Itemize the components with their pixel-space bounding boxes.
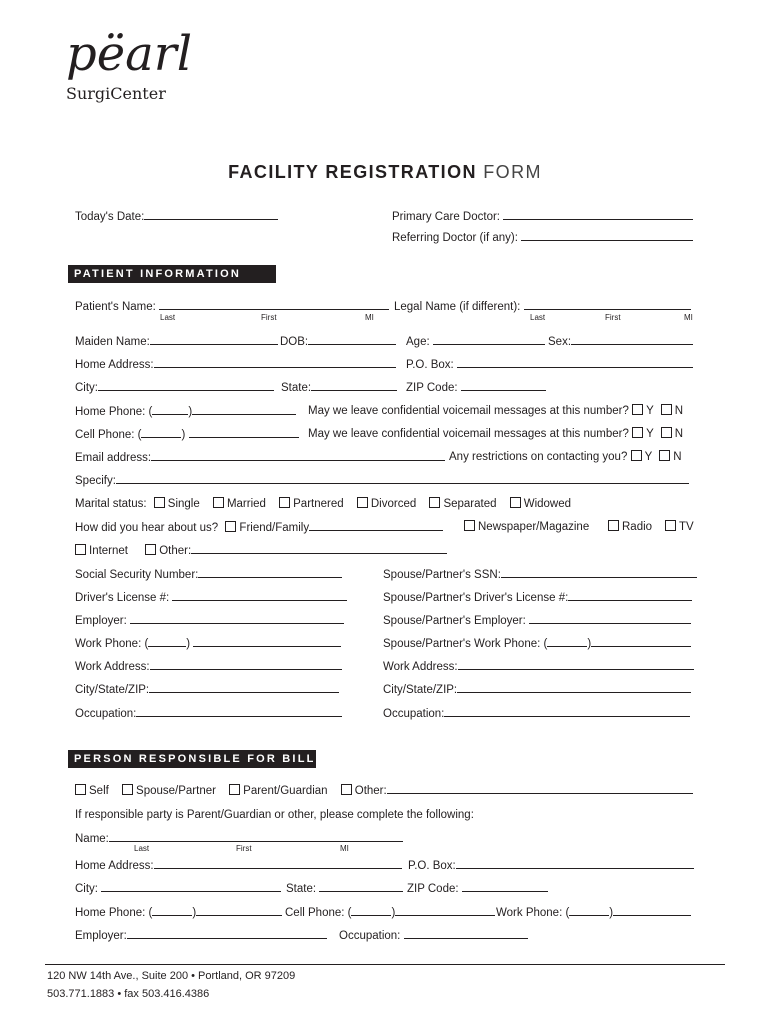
bill-city-label: City: — [75, 883, 98, 895]
other-label: Other: — [159, 545, 192, 557]
cell-voicemail-no-checkbox[interactable] — [661, 427, 672, 438]
maiden-name-label: Maiden Name: — [75, 336, 150, 348]
tv-option — [665, 520, 694, 533]
cell-voicemail-label: May we leave confidential voicemail messages at this number? — [308, 428, 629, 440]
partnered-label: Partnered — [293, 498, 344, 510]
single-checkbox[interactable] — [154, 497, 165, 508]
email-field[interactable] — [75, 450, 445, 464]
no-label: N — [673, 451, 682, 463]
newspaper-label: Newspaper/Magazine — [478, 521, 590, 533]
specify-label: Specify: — [75, 475, 116, 487]
cell-voicemail-yes-checkbox[interactable] — [632, 427, 643, 438]
referring-doctor-label: Referring Doctor (if any): — [392, 232, 518, 244]
occupation-label: Occupation: — [75, 708, 137, 720]
yes-label: Y — [646, 428, 654, 440]
cell-phone-field[interactable]: Cell Phone: ( ) — [75, 427, 299, 441]
bill-work-phone-field[interactable]: Work Phone: ( ) — [496, 905, 691, 919]
zip-label: ZIP Code: — [406, 382, 458, 394]
home-address-field[interactable] — [75, 357, 396, 371]
restrictions-label: Any restrictions on contacting you? — [449, 451, 628, 463]
bill-home-phone-label: Home Phone: ( — [75, 907, 153, 919]
bill-sub-mi: MI — [340, 844, 349, 853]
bill-employer-label: Employer: — [75, 930, 127, 942]
po-box-field[interactable] — [406, 357, 693, 371]
spouse-work-phone-label: Spouse/Partner's Work Phone: ( — [383, 638, 548, 650]
home-voicemail-yes-checkbox[interactable] — [632, 404, 643, 415]
self-label: Self — [89, 785, 109, 797]
self-checkbox[interactable] — [75, 784, 86, 795]
spouse-occupation-field[interactable] — [383, 706, 690, 720]
internet-checkbox[interactable] — [75, 544, 86, 555]
bill-po-box-label: P.O. Box: — [408, 860, 456, 872]
spouse-work-phone-field[interactable]: Spouse/Partner's Work Phone: ( ) — [383, 636, 691, 650]
logo-tagline: SurgiCenter — [66, 84, 166, 103]
ssn-field[interactable] — [75, 567, 342, 581]
radio-option — [608, 520, 652, 533]
drivers-license-label: Driver's License #: — [75, 592, 170, 604]
bill-zip-label: ZIP Code: — [407, 883, 459, 895]
internet-label: Internet — [89, 545, 128, 557]
legal-sub-mi: MI — [684, 313, 693, 322]
restrictions-question — [449, 450, 682, 463]
sex-field[interactable] — [548, 334, 693, 348]
bill-occupation-field[interactable] — [339, 928, 528, 942]
maiden-name-field[interactable] — [75, 334, 278, 348]
bill-home-address-field[interactable] — [75, 858, 402, 872]
email-label: Email address: — [75, 452, 152, 464]
city-state-zip-field[interactable] — [75, 682, 339, 696]
no-label: N — [674, 405, 684, 417]
footer-phone: 503.771.1883 • fax 503.416.4386 — [47, 988, 210, 1000]
specify-field[interactable] — [75, 473, 689, 487]
hear-about-label: How did you hear about us? — [75, 522, 219, 534]
primary-care-label: Primary Care Doctor: — [392, 211, 500, 223]
drivers-license-field[interactable] — [75, 590, 347, 604]
referring-doctor-field[interactable] — [392, 230, 693, 244]
tv-checkbox[interactable] — [665, 520, 676, 531]
spouse-ssn-label: Spouse/Partner's SSN: — [383, 569, 501, 581]
spouse-partner-checkbox[interactable] — [122, 784, 133, 795]
employer-field[interactable] — [75, 613, 344, 627]
sub-last: Last — [160, 313, 176, 322]
bill-home-address-label: Home Address: — [75, 860, 154, 872]
dob-label: DOB: — [280, 336, 309, 348]
form-title — [0, 162, 770, 183]
city-state-zip-label: City/State/ZIP: — [75, 684, 150, 696]
spouse-employer-label: Spouse/Partner's Employer: — [383, 615, 526, 627]
work-address-label: Work Address: — [75, 661, 150, 673]
married-label: Married — [226, 498, 266, 510]
restrictions-no-checkbox[interactable] — [659, 450, 670, 461]
bill-other-label: Other: — [354, 785, 387, 797]
marital-status-group — [75, 497, 571, 510]
cell-phone-label: Cell Phone: ( — [75, 429, 142, 441]
po-box-label: P.O. Box: — [406, 359, 454, 371]
bill-employer-field[interactable] — [75, 928, 327, 942]
divorced-checkbox[interactable] — [357, 497, 368, 508]
responsible-party-header: PERSON RESPONSIBLE FOR BILL — [68, 750, 316, 768]
newspaper-option — [464, 520, 589, 533]
hear-about-group — [75, 520, 443, 534]
radio-label: Radio — [622, 521, 653, 533]
responsible-instruction: If responsible party is Parent/Guardian or other, please complete the following: — [75, 809, 474, 821]
tv-label: TV — [679, 521, 694, 533]
work-phone-label: Work Phone: ( — [75, 638, 149, 650]
sex-label: Sex: — [548, 336, 572, 348]
ssn-label: Social Security Number: — [75, 569, 199, 581]
home-voicemail-question — [308, 404, 683, 417]
bill-cell-phone-field[interactable]: Cell Phone: ( ) — [285, 905, 495, 919]
bill-state-label: State: — [286, 883, 317, 895]
no-label: N — [674, 428, 684, 440]
todays-date-field[interactable] — [75, 209, 278, 223]
spouse-employer-field[interactable] — [383, 613, 691, 627]
home-address-label: Home Address: — [75, 359, 154, 371]
spouse-work-address-label: Work Address: — [383, 661, 458, 673]
bill-other-checkbox[interactable] — [341, 784, 352, 795]
spouse-drivers-license-field[interactable] — [383, 590, 692, 604]
cell-voicemail-question — [308, 427, 683, 440]
legal-name-field[interactable] — [394, 299, 691, 313]
bill-name-label: Name: — [75, 833, 109, 845]
bill-po-box-field[interactable] — [408, 858, 694, 872]
sub-mi: MI — [365, 313, 374, 322]
widowed-label: Widowed — [523, 498, 572, 510]
restrictions-yes-checkbox[interactable] — [631, 450, 642, 461]
married-checkbox[interactable] — [213, 497, 224, 508]
dob-field[interactable] — [280, 334, 396, 348]
bill-work-phone-label: Work Phone: ( — [496, 907, 570, 919]
bill-city-field[interactable] — [75, 881, 281, 895]
legal-sub-first: First — [605, 313, 621, 322]
patient-name-field[interactable] — [75, 299, 389, 313]
spouse-partner-label: Spouse/Partner — [136, 785, 216, 797]
bill-occupation-label: Occupation: — [339, 930, 401, 942]
home-voicemail-no-checkbox[interactable] — [661, 404, 672, 415]
age-label: Age: — [406, 336, 430, 348]
other-checkbox[interactable] — [145, 544, 156, 555]
home-phone-label: Home Phone: ( — [75, 406, 153, 418]
bill-sub-first: First — [236, 844, 252, 853]
footer-address: 120 NW 14th Ave., Suite 200 • Portland, OR 97209 — [47, 970, 296, 982]
state-label: State: — [281, 382, 312, 394]
logo-wordmark: pëarl — [66, 26, 193, 82]
city-label: City: — [75, 382, 98, 394]
friend-family-checkbox[interactable] — [225, 521, 236, 532]
work-address-field[interactable] — [75, 659, 342, 673]
parent-guardian-label: Parent/Guardian — [243, 785, 328, 797]
partnered-checkbox[interactable] — [279, 497, 290, 508]
spouse-drivers-license-label: Spouse/Partner's Driver's License #: — [383, 592, 569, 604]
footer-divider — [45, 964, 725, 965]
state-field[interactable] — [281, 380, 397, 394]
home-voicemail-label: May we leave confidential voicemail messages at this number? — [308, 405, 629, 417]
separated-label: Separated — [443, 498, 497, 510]
bill-cell-phone-label: Cell Phone: ( — [285, 907, 352, 919]
form-title-bold: FACILITY REGISTRATION — [228, 162, 477, 182]
form-title-light: FORM — [483, 162, 542, 182]
spouse-work-address-field[interactable] — [383, 659, 694, 673]
employer-label: Employer: — [75, 615, 127, 627]
sub-first: First — [261, 313, 277, 322]
yes-label: Y — [644, 451, 653, 463]
legal-name-label: Legal Name (if different): — [394, 301, 521, 313]
age-field[interactable] — [406, 334, 545, 348]
newspaper-checkbox[interactable] — [464, 520, 475, 531]
spouse-city-state-zip-field[interactable] — [383, 682, 691, 696]
bill-home-phone-field[interactable]: Home Phone: ( ) — [75, 905, 282, 919]
widowed-checkbox[interactable] — [510, 497, 521, 508]
home-phone-field[interactable]: Home Phone: ( ) — [75, 404, 296, 418]
friend-family-label: Friend/Family — [239, 522, 310, 534]
internet-other-group — [75, 543, 447, 557]
spouse-occupation-label: Occupation: — [383, 708, 445, 720]
city-field[interactable] — [75, 380, 274, 394]
bill-state-field[interactable] — [286, 881, 403, 895]
legal-sub-last: Last — [530, 313, 546, 322]
work-phone-field[interactable]: Work Phone: ( ) — [75, 636, 341, 650]
separated-checkbox[interactable] — [429, 497, 440, 508]
patient-name-label: Patient's Name: — [75, 301, 156, 313]
spouse-city-state-zip-label: City/State/ZIP: — [383, 684, 458, 696]
primary-care-field[interactable] — [392, 209, 693, 223]
bill-name-field[interactable] — [75, 831, 403, 845]
marital-status-label: Marital status: — [75, 498, 147, 510]
patient-information-header: PATIENT INFORMATION — [68, 265, 276, 283]
bill-sub-last: Last — [134, 844, 150, 853]
responsible-party-options — [75, 783, 693, 797]
radio-checkbox[interactable] — [608, 520, 619, 531]
bill-zip-field[interactable] — [407, 881, 548, 895]
spouse-ssn-field[interactable] — [383, 567, 697, 581]
parent-guardian-checkbox[interactable] — [229, 784, 240, 795]
zip-field[interactable] — [406, 380, 546, 394]
divorced-label: Divorced — [370, 498, 417, 510]
todays-date-label: Today's Date: — [75, 211, 145, 223]
occupation-field[interactable] — [75, 706, 342, 720]
yes-label: Y — [646, 405, 654, 417]
single-label: Single — [167, 498, 200, 510]
